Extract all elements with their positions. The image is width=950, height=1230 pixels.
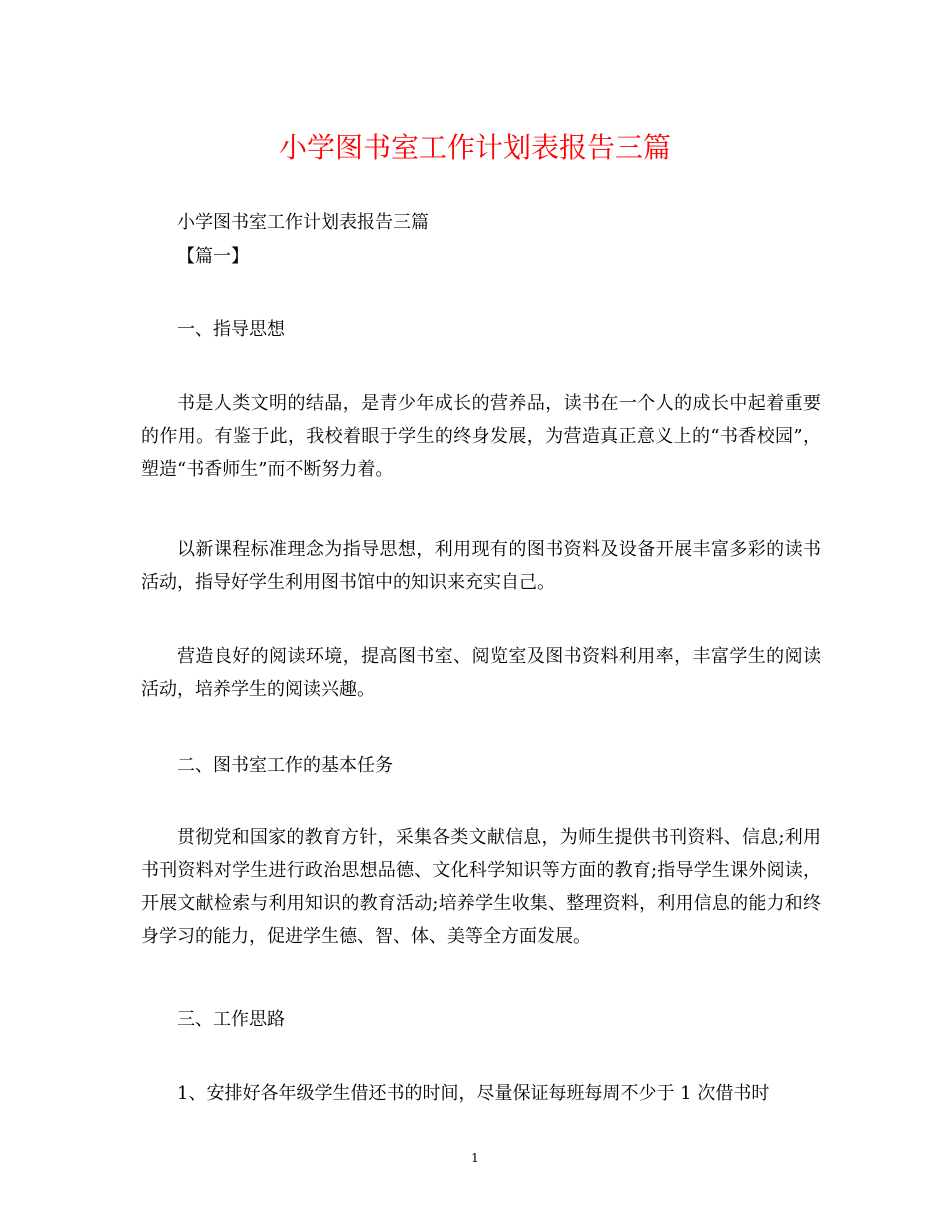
- heading-guiding-ideology: 一、指导思想: [177, 319, 285, 340]
- paragraph: 书是人类文明的结晶，是青少年成长的营养品，读书在一个人的成长中起着重要的作用。有鉴于此，我校着眼于学生的终身发展，为营造真正意义上的“书香校园”，塑造“书香师生”而不断努力着。: [141, 393, 821, 480]
- page-number: 1: [471, 1151, 479, 1165]
- paragraph: 以新课程标准理念为指导思想，利用现有的图书资料及设备开展丰富多彩的读书活动，指导好学生利用图书馆中的知识来充实自己。: [141, 539, 821, 593]
- heading-work-approach: 三、工作思路: [177, 1009, 285, 1030]
- subtitle-paragraph: 小学图书室工作计划表报告三篇: [177, 212, 429, 233]
- paragraph: 贯彻党和国家的教育方针，采集各类文献信息，为师生提供书刊资料、信息;利用书刊资料对学生进行政治思想品德、文化科学知识等方面的教育;指导学生课外阅读，开展文献检索与利用知识的教育活动;培养学生收集、整理资料，利用信息的能力和终身学习的能力，促进学生德、智、体、美等全方面发展。: [141, 827, 821, 947]
- section-label: 【篇一】: [177, 246, 249, 267]
- paragraph: 营造良好的阅读环境，提高图书室、阅览室及图书资料利用率，丰富学生的阅读活动，培养学生的阅读兴趣。: [141, 646, 821, 700]
- page-title: 小学图书室工作计划表报告三篇: [278, 131, 671, 164]
- heading-basic-tasks: 二、图书室工作的基本任务: [177, 755, 393, 776]
- paragraph: 1、安排好各年级学生借还书的时间，尽量保证每班每周不少于 1 次借书时: [177, 1083, 770, 1104]
